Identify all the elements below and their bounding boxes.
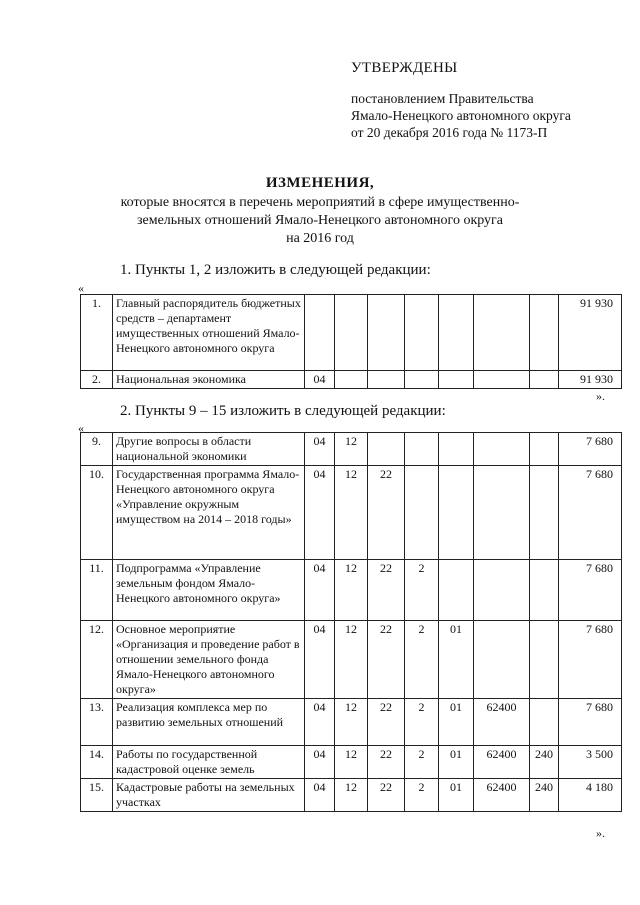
amount-cell: 7 680 bbox=[559, 699, 622, 746]
open-quote: « bbox=[78, 281, 84, 295]
code-cell bbox=[474, 371, 530, 389]
row-number: 15. bbox=[81, 779, 113, 812]
code-cell bbox=[368, 433, 405, 466]
code-cell bbox=[405, 371, 439, 389]
section-2-heading: 2. Пункты 9 – 15 изложить в следующей редакции: bbox=[120, 403, 446, 419]
code-cell: 240 bbox=[530, 746, 559, 779]
document-title: ИЗМЕНЕНИЯ, bbox=[265, 175, 375, 191]
table-row bbox=[81, 560, 622, 621]
code-cell: 62400 bbox=[474, 746, 530, 779]
code-cell bbox=[530, 560, 559, 621]
code-cell: 04 bbox=[305, 699, 335, 746]
close-quote: ». bbox=[596, 389, 605, 403]
open-quote: « bbox=[78, 421, 84, 435]
row-number: 2. bbox=[81, 371, 113, 389]
code-cell: 12 bbox=[335, 779, 368, 812]
decree-line: постановлением Правительства bbox=[351, 91, 534, 106]
row-number: 12. bbox=[81, 621, 113, 699]
code-cell: 2 bbox=[405, 746, 439, 779]
code-cell: 04 bbox=[305, 371, 335, 389]
code-cell bbox=[474, 433, 530, 466]
code-cell: 04 bbox=[305, 779, 335, 812]
row-number: 11. bbox=[81, 560, 113, 621]
table-row bbox=[81, 746, 622, 779]
table-row bbox=[81, 466, 622, 560]
code-cell bbox=[368, 295, 405, 371]
code-cell: 12 bbox=[335, 621, 368, 699]
amount-cell: 7 680 bbox=[559, 621, 622, 699]
code-cell bbox=[530, 699, 559, 746]
row-name: Национальная экономика bbox=[113, 371, 305, 389]
amount-cell: 3 500 bbox=[559, 746, 622, 779]
code-cell: 22 bbox=[368, 621, 405, 699]
code-cell: 04 bbox=[305, 746, 335, 779]
amount-cell: 91 930 bbox=[559, 371, 622, 389]
approval-stamp: УТВЕРЖДЕНЫ bbox=[351, 60, 458, 76]
code-cell: 01 bbox=[439, 746, 474, 779]
row-name: Реализация комплекса мер по развитию земельных отношений bbox=[113, 699, 305, 746]
code-cell: 62400 bbox=[474, 699, 530, 746]
code-cell: 2 bbox=[405, 560, 439, 621]
document-subtitle bbox=[0, 194, 640, 248]
table-row bbox=[81, 699, 622, 746]
table-row bbox=[81, 621, 622, 699]
row-name: Главный распорядитель бюджетных средств – департамент имущественных отношений Ямало-Ненецкого автономного округа bbox=[113, 295, 305, 371]
code-cell: 04 bbox=[305, 433, 335, 466]
code-cell: 12 bbox=[335, 746, 368, 779]
code-cell bbox=[405, 433, 439, 466]
amount-cell: 91 930 bbox=[559, 295, 622, 371]
code-cell: 22 bbox=[368, 746, 405, 779]
code-cell: 04 bbox=[305, 466, 335, 560]
row-name: Основное мероприятие «Организация и проведение работ в отношении земельного фонда Ямало-Ненецкого автономного округа» bbox=[113, 621, 305, 699]
subtitle-line: которые вносятся в перечень мероприятий в сфере имущественно- bbox=[120, 195, 520, 210]
close-quote: ». bbox=[596, 826, 605, 840]
code-cell bbox=[530, 621, 559, 699]
code-cell: 240 bbox=[530, 779, 559, 812]
code-cell: 22 bbox=[368, 466, 405, 560]
code-cell bbox=[474, 466, 530, 560]
code-cell bbox=[405, 295, 439, 371]
amount-cell: 7 680 bbox=[559, 560, 622, 621]
code-cell bbox=[439, 295, 474, 371]
code-cell bbox=[305, 295, 335, 371]
code-cell bbox=[530, 295, 559, 371]
code-cell: 2 bbox=[405, 621, 439, 699]
amount-cell: 7 680 bbox=[559, 466, 622, 560]
code-cell: 22 bbox=[368, 779, 405, 812]
table-row bbox=[81, 295, 622, 371]
code-cell bbox=[439, 560, 474, 621]
code-cell bbox=[474, 621, 530, 699]
row-number: 10. bbox=[81, 466, 113, 560]
code-cell bbox=[530, 433, 559, 466]
section-1-heading: 1. Пункты 1, 2 изложить в следующей редакции: bbox=[120, 262, 431, 278]
code-cell bbox=[439, 466, 474, 560]
code-cell bbox=[368, 371, 405, 389]
code-cell: 01 bbox=[439, 621, 474, 699]
row-number: 1. bbox=[81, 295, 113, 371]
code-cell bbox=[405, 466, 439, 560]
row-name: Другие вопросы в области национальной экономики bbox=[113, 433, 305, 466]
code-cell: 04 bbox=[305, 621, 335, 699]
code-cell: 01 bbox=[439, 779, 474, 812]
code-cell: 01 bbox=[439, 699, 474, 746]
table-section-2 bbox=[80, 432, 622, 812]
row-name: Государственная программа Ямало-Ненецкого автономного округа «Управление окружным имуществом на 2014 – 2018 годы» bbox=[113, 466, 305, 560]
amount-cell: 7 680 bbox=[559, 433, 622, 466]
row-number: 14. bbox=[81, 746, 113, 779]
subtitle-line: земельных отношений Ямало-Ненецкого автономного округа bbox=[136, 213, 504, 228]
table-row bbox=[81, 779, 622, 812]
code-cell: 22 bbox=[368, 699, 405, 746]
decree-line: Ямало-Ненецкого автономного округа bbox=[351, 108, 571, 123]
table-section-1 bbox=[80, 294, 622, 389]
code-cell: 04 bbox=[305, 560, 335, 621]
code-cell: 2 bbox=[405, 779, 439, 812]
amount-cell: 4 180 bbox=[559, 779, 622, 812]
row-name: Работы по государственной кадастровой оценке земель bbox=[113, 746, 305, 779]
table-row bbox=[81, 433, 622, 466]
code-cell bbox=[335, 295, 368, 371]
code-cell bbox=[530, 466, 559, 560]
decree-reference bbox=[351, 90, 571, 141]
code-cell: 12 bbox=[335, 433, 368, 466]
subtitle-line: на 2016 год bbox=[286, 231, 354, 246]
table-row bbox=[81, 371, 622, 389]
code-cell bbox=[439, 371, 474, 389]
code-cell: 62400 bbox=[474, 779, 530, 812]
decree-line: от 20 декабря 2016 года № 1173-П bbox=[351, 125, 548, 140]
code-cell bbox=[474, 295, 530, 371]
code-cell: 22 bbox=[368, 560, 405, 621]
code-cell: 12 bbox=[335, 466, 368, 560]
row-number: 13. bbox=[81, 699, 113, 746]
code-cell: 12 bbox=[335, 560, 368, 621]
code-cell bbox=[335, 371, 368, 389]
row-number: 9. bbox=[81, 433, 113, 466]
code-cell bbox=[439, 433, 474, 466]
row-name: Подпрограмма «Управление земельным фондом Ямало-Ненецкого автономного округа» bbox=[113, 560, 305, 621]
code-cell: 12 bbox=[335, 699, 368, 746]
code-cell: 2 bbox=[405, 699, 439, 746]
row-name: Кадастровые работы на земельных участках bbox=[113, 779, 305, 812]
code-cell bbox=[474, 560, 530, 621]
code-cell bbox=[530, 371, 559, 389]
